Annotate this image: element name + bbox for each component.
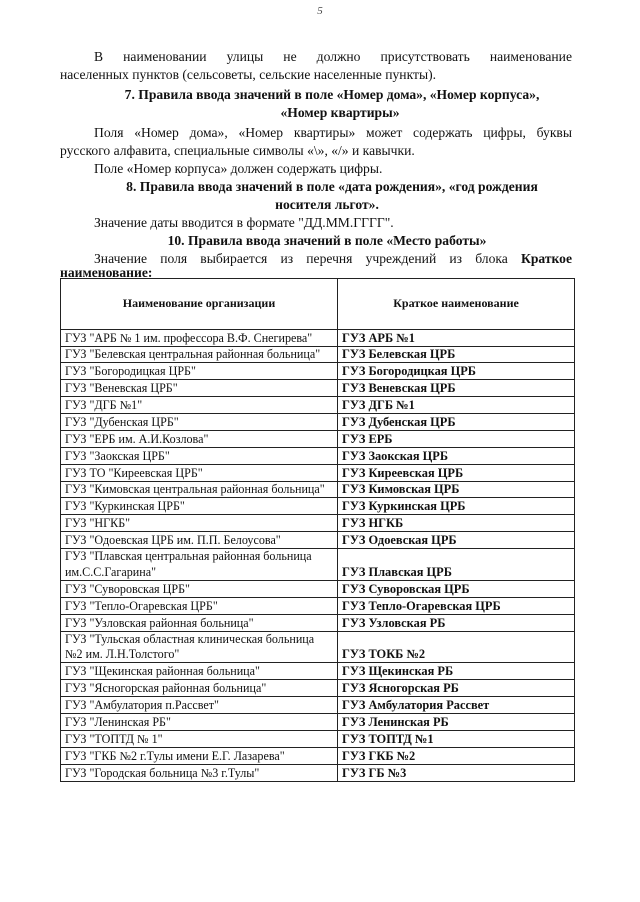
org-short-name-cell: ГУЗ Веневская ЦРБ (338, 380, 575, 397)
paragraph-street-line1: В наименовании улицы не должно присутствовать наименование (94, 49, 572, 64)
table-row (61, 748, 575, 765)
org-short-name-cell: ГУЗ Амбулатория Рассвет (338, 697, 575, 714)
paragraph-workplace-line2: наименование: (60, 265, 153, 280)
org-name-cell: ГУЗ "Веневская ЦРБ" (61, 380, 338, 397)
org-short-name-cell: ГУЗ Ясногорская РБ (338, 680, 575, 697)
org-name-cell: ГУЗ "Суворовская ЦРБ" (61, 580, 338, 597)
table-row (61, 731, 575, 748)
org-short-name-cell: ГУЗ Суворовская ЦРБ (338, 580, 575, 597)
paragraph-building: Поле «Номер корпуса» должен содержать цифры. (94, 161, 383, 176)
table-row (61, 532, 575, 549)
org-name-cell: ГУЗ "Богородицкая ЦРБ" (61, 363, 338, 380)
org-short-name-cell: ГУЗ ГБ №3 (338, 765, 575, 782)
org-name-cell: ГУЗ "Узловская районная больница" (61, 614, 338, 631)
org-name-cell: ГУЗ "АРБ № 1 им. профессора В.Ф. Снегирева" (61, 330, 338, 347)
table-header-row (61, 279, 575, 330)
org-short-name-cell: ГУЗ Куркинская ЦРБ (338, 498, 575, 515)
table-row (61, 515, 575, 532)
org-name-cell: ГУЗ "Тепло-Огаревская ЦРБ" (61, 597, 338, 614)
org-short-name-cell: ГУЗ НГКБ (338, 515, 575, 532)
table-row (61, 482, 575, 498)
table-row (61, 347, 575, 363)
page-number: 5 (317, 5, 323, 17)
org-short-name-cell: ГУЗ Богородицкая ЦРБ (338, 363, 575, 380)
org-name-cell: ГУЗ "Ясногорская районная больница" (61, 680, 338, 697)
column-header-name: Наименование организации (61, 279, 338, 330)
org-name-cell: ГУЗ "Городская больница №3 г.Тулы" (61, 765, 338, 782)
org-short-name-cell: ГУЗ Узловская РБ (338, 614, 575, 631)
table-row (61, 631, 575, 662)
table-row (61, 330, 575, 347)
table-row (61, 680, 575, 697)
org-name-cell: ГУЗ "ТОПТД № 1" (61, 731, 338, 748)
table-row (61, 663, 575, 680)
org-short-name-cell: ГУЗ ТОПТД №1 (338, 731, 575, 748)
org-short-name-cell: ГУЗ ГКБ №2 (338, 748, 575, 765)
org-name-cell: ГУЗ "Одоевская ЦРБ им. П.П. Белоусова" (61, 532, 338, 549)
org-name-cell: ГУЗ "Куркинская ЦРБ" (61, 498, 338, 515)
org-name-cell: ГУЗ "НГКБ" (61, 515, 338, 532)
table-row (61, 448, 575, 465)
org-short-name-cell: ГУЗ Плавская ЦРБ (338, 549, 575, 580)
org-short-name-cell: ГУЗ Дубенская ЦРБ (338, 414, 575, 431)
org-name-cell: ГУЗ "Кимовская центральная районная больница" (61, 482, 338, 498)
org-name-cell: ГУЗ "Дубенская ЦРБ" (61, 414, 338, 431)
org-short-name-cell: ГУЗ Кимовская ЦРБ (338, 482, 575, 498)
org-name-cell: ГУЗ "Амбулатория п.Рассвет" (61, 697, 338, 714)
heading-7-line2: «Номер квартиры» (280, 105, 400, 120)
org-short-name-cell: ГУЗ АРБ №1 (338, 330, 575, 347)
org-short-name-cell: ГУЗ Щекинская РБ (338, 663, 575, 680)
paragraph-house-line2: русского алфавита, специальные символы «\», «/» и кавычки. (60, 143, 415, 158)
org-name-cell: ГУЗ "ГКБ №2 г.Тулы имени Е.Г. Лазарева" (61, 748, 338, 765)
org-short-name-cell: ГУЗ ДГБ №1 (338, 397, 575, 414)
table-row (61, 580, 575, 597)
heading-8-line2: носителя льгот». (275, 197, 379, 212)
table-row (61, 549, 575, 580)
table-row (61, 765, 575, 782)
org-short-name-cell: ГУЗ Тепло-Огаревская ЦРБ (338, 597, 575, 614)
organizations-table (60, 278, 575, 782)
org-name-cell: ГУЗ "Плавская центральная районная больница им.С.С.Гагарина" (61, 549, 338, 580)
heading-10: 10. Правила ввода значений в поле «Место работы» (167, 233, 487, 248)
table-row (61, 363, 575, 380)
org-name-cell: ГУЗ "Заокская ЦРБ" (61, 448, 338, 465)
paragraph-date-format: Значение даты вводится в формате "ДД.ММ.ГГГГ". (94, 215, 394, 230)
org-short-name-cell: ГУЗ Белевская ЦРБ (338, 347, 575, 363)
table-row (61, 465, 575, 482)
org-short-name-cell: ГУЗ ТОКБ №2 (338, 631, 575, 662)
heading-7-line1: 7. Правила ввода значений в поле «Номер дома», «Номер корпуса», (124, 87, 540, 102)
org-name-cell: ГУЗ ТО "Киреевская ЦРБ" (61, 465, 338, 482)
paragraph-street-line2: населенных пунктов (сельсоветы, сельские населенные пункты). (60, 67, 437, 82)
table-row (61, 431, 575, 448)
org-short-name-cell: ГУЗ Заокская ЦРБ (338, 448, 575, 465)
org-name-cell: ГУЗ "ДГБ №1" (61, 397, 338, 414)
org-short-name-cell: ГУЗ Киреевская ЦРБ (338, 465, 575, 482)
org-name-cell: ГУЗ "Тульская областная клиническая больница №2 им. Л.Н.Толстого" (61, 631, 338, 662)
paragraph-workplace-line1: Значение поля выбирается из перечня учреждений из блока Краткое (94, 251, 572, 266)
table-row (61, 397, 575, 414)
org-name-cell: ГУЗ "Щекинская районная больница" (61, 663, 338, 680)
paragraph-house-line1: Поля «Номер дома», «Номер квартиры» может содержать цифры, буквы (94, 125, 572, 140)
table-row (61, 614, 575, 631)
table-row (61, 414, 575, 431)
table-row (61, 714, 575, 731)
column-header-short: Краткое наименование (338, 279, 575, 330)
org-short-name-cell: ГУЗ Ленинская РБ (338, 714, 575, 731)
org-name-cell: ГУЗ "ЕРБ им. А.И.Козлова" (61, 431, 338, 448)
table-row (61, 498, 575, 515)
org-name-cell: ГУЗ "Ленинская РБ" (61, 714, 338, 731)
heading-8-line1: 8. Правила ввода значений в поле «дата рождения», «год рождения (126, 179, 538, 194)
table-row (61, 597, 575, 614)
org-name-cell: ГУЗ "Белевская центральная районная больница" (61, 347, 338, 363)
org-short-name-cell: ГУЗ ЕРБ (338, 431, 575, 448)
table-row (61, 380, 575, 397)
table-row (61, 697, 575, 714)
org-short-name-cell: ГУЗ Одоевская ЦРБ (338, 532, 575, 549)
